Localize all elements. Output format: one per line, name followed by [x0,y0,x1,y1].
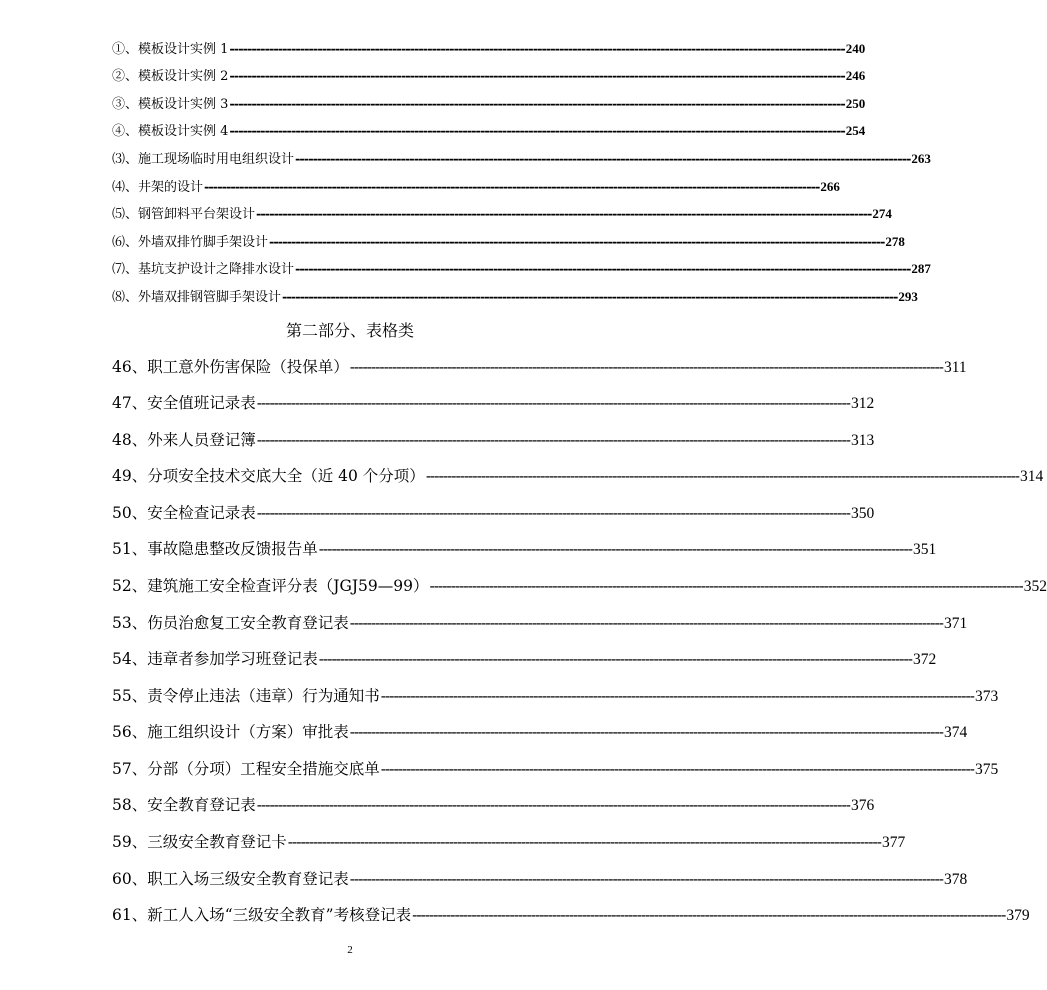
dot-leader: -------------------------------------------------------------------------------------------------------------------------------------------- [412,906,1006,924]
toc-entry[interactable] [112,830,906,852]
dot-leader: -------------------------------------------------------------------------------------------------------------------------------------------- [425,467,1020,485]
toc-entry[interactable] [112,867,968,889]
toc-entry[interactable] [112,148,931,167]
toc-entry[interactable] [112,355,967,377]
toc-entry-label: 57、分部（分项）工程安全措施交底单 [112,760,380,778]
toc-entry[interactable] [112,258,931,277]
toc-entry[interactable] [112,231,905,250]
toc-entry[interactable] [112,537,937,559]
toc-entry-page: 246 [845,68,866,83]
toc-entry-label: 49、分项安全技术交底大全（近 40 个分项） [112,467,425,485]
toc-entry-page: 312 [850,395,875,412]
toc-entry[interactable] [112,286,918,305]
toc-entry[interactable] [112,176,840,195]
toc-entry-page: 274 [872,206,892,221]
dot-leader: -------------------------------------------------------------------------------------------------------------------------------------------- [318,540,912,558]
toc-entry-page: 313 [850,432,875,449]
toc-entry-page: 350 [850,505,875,522]
toc-entry-page: 352 [1023,578,1047,595]
toc-entry-label: ⑷、井架的设计 [112,180,204,195]
dot-leader: -------------------------------------------------------------------------------------------------------------------------------------------- [269,235,885,250]
toc-entry[interactable] [112,38,866,57]
toc-entry-page: 266 [820,179,840,194]
dot-leader: -------------------------------------------------------------------------------------------------------------------------------------------- [256,504,850,522]
dot-leader: -------------------------------------------------------------------------------------------------------------------------------------------- [429,577,1023,595]
toc-entry[interactable] [112,464,1044,486]
toc-entry[interactable] [112,903,1030,925]
toc-entry-page: 254 [845,123,866,138]
toc-entry[interactable] [112,501,875,523]
toc-entry-label: ①、模板设计实例 1 [112,42,229,57]
toc-entry-label: 53、伤员治愈复工安全教育登记表 [112,614,349,632]
dot-leader: -------------------------------------------------------------------------------------------------------------------------------------------- [380,687,974,705]
toc-entry-label: 51、事故隐患整改反馈报告单 [112,540,318,558]
toc-entry-label: 56、施工组织设计（方案）审批表 [112,723,349,741]
toc-entry-page: 311 [943,359,967,376]
toc-entry-label: ④、模板设计实例 4 [112,124,229,139]
toc-entry-page: 371 [943,615,968,632]
dot-leader: -------------------------------------------------------------------------------------------------------------------------------------------- [229,97,845,112]
toc-entry-page: 376 [850,797,875,814]
dot-leader: -------------------------------------------------------------------------------------------------------------------------------------------- [349,870,943,888]
toc-entry[interactable] [112,720,968,742]
toc-entry-label: 52、建筑施工安全检查评分表（JGJ59—99） [112,577,429,595]
toc-entry[interactable] [112,793,875,815]
toc-entry[interactable] [112,203,892,222]
dot-leader: -------------------------------------------------------------------------------------------------------------------------------------------- [295,152,911,167]
toc-entry-label: 55、责令停止违法（违章）行为通知书 [112,687,380,705]
toc-entry-page: 314 [1020,468,1044,485]
toc-entry-label: 50、安全检查记录表 [112,504,256,522]
toc-entry[interactable] [112,611,968,633]
toc-entry[interactable] [112,65,866,84]
toc-entry-page: 379 [1006,907,1030,924]
toc-entry-label: 59、三级安全教育登记卡 [112,833,287,851]
toc-entry-label: ⑺、基坑支护设计之降排水设计 [112,262,295,277]
toc-entry-label: 61、新工人入场“三级安全教育”考核登记表 [112,906,412,924]
dot-leader: -------------------------------------------------------------------------------------------------------------------------------------------- [349,723,943,741]
toc-entry-page: 278 [885,234,905,249]
toc-entry-page: 250 [845,96,866,111]
toc-entry-label: ③、模板设计实例 3 [112,97,229,112]
dot-leader: -------------------------------------------------------------------------------------------------------------------------------------------- [204,180,820,195]
page-number: 2 [347,944,353,956]
toc-entry-page: 374 [943,724,968,741]
toc-entry-page: 240 [845,41,866,56]
toc-entry-label: ⑶、施工现场临时用电组织设计 [112,152,295,167]
dot-leader: -------------------------------------------------------------------------------------------------------------------------------------------- [229,42,845,57]
toc-entry-label: 46、职工意外伤害保险（投保单） [112,358,349,376]
toc-entry-label: 60、职工入场三级安全教育登记表 [112,870,349,888]
toc-entry-label: 54、违章者参加学习班登记表 [112,650,318,668]
toc-entry[interactable] [112,391,875,413]
dot-leader: -------------------------------------------------------------------------------------------------------------------------------------------- [256,796,850,814]
toc-entry[interactable] [112,428,875,450]
dot-leader: -------------------------------------------------------------------------------------------------------------------------------------------- [282,290,898,305]
dot-leader: -------------------------------------------------------------------------------------------------------------------------------------------- [318,650,912,668]
toc-entry[interactable] [112,757,999,779]
toc-entry[interactable] [112,120,866,139]
dot-leader: -------------------------------------------------------------------------------------------------------------------------------------------- [349,358,943,376]
dot-leader: -------------------------------------------------------------------------------------------------------------------------------------------- [295,262,911,277]
dot-leader: -------------------------------------------------------------------------------------------------------------------------------------------- [287,833,881,851]
toc-entry-page: 287 [911,261,931,276]
dot-leader: -------------------------------------------------------------------------------------------------------------------------------------------- [256,431,850,449]
toc-entry-label: ②、模板设计实例 2 [112,69,229,84]
dot-leader: -------------------------------------------------------------------------------------------------------------------------------------------- [256,207,872,222]
toc-entry-label: ⑸、钢管卸料平台架设计 [112,207,256,222]
toc-entry-page: 351 [912,541,937,558]
toc-entry-label: ⑹、外墙双排竹脚手架设计 [112,235,269,250]
toc-entry-label: 48、外来人员登记簿 [112,431,256,449]
toc-entry-page: 293 [898,289,918,304]
toc-entry-page: 373 [974,688,999,705]
toc-entry-page: 378 [943,871,968,888]
toc-entry-page: 263 [911,151,931,166]
toc-entry[interactable] [112,93,866,112]
dot-leader: -------------------------------------------------------------------------------------------------------------------------------------------- [256,394,850,412]
dot-leader: -------------------------------------------------------------------------------------------------------------------------------------------- [229,124,845,139]
toc-entry-label: ⑻、外墙双排钢管脚手架设计 [112,290,282,305]
toc-entry[interactable] [112,647,937,669]
dot-leader: -------------------------------------------------------------------------------------------------------------------------------------------- [380,760,974,778]
toc-entry[interactable] [112,574,1047,596]
dot-leader: -------------------------------------------------------------------------------------------------------------------------------------------- [229,69,845,84]
toc-entry-page: 372 [912,651,937,668]
toc-entry-label: 47、安全值班记录表 [112,394,256,412]
toc-entry-label: 58、安全教育登记表 [112,796,256,814]
section-heading: 第二部分、表格类 [285,321,414,340]
toc-entry-page: 377 [881,834,906,851]
toc-entry[interactable] [112,684,999,706]
toc-entry-page: 375 [974,761,999,778]
dot-leader: -------------------------------------------------------------------------------------------------------------------------------------------- [349,614,943,632]
